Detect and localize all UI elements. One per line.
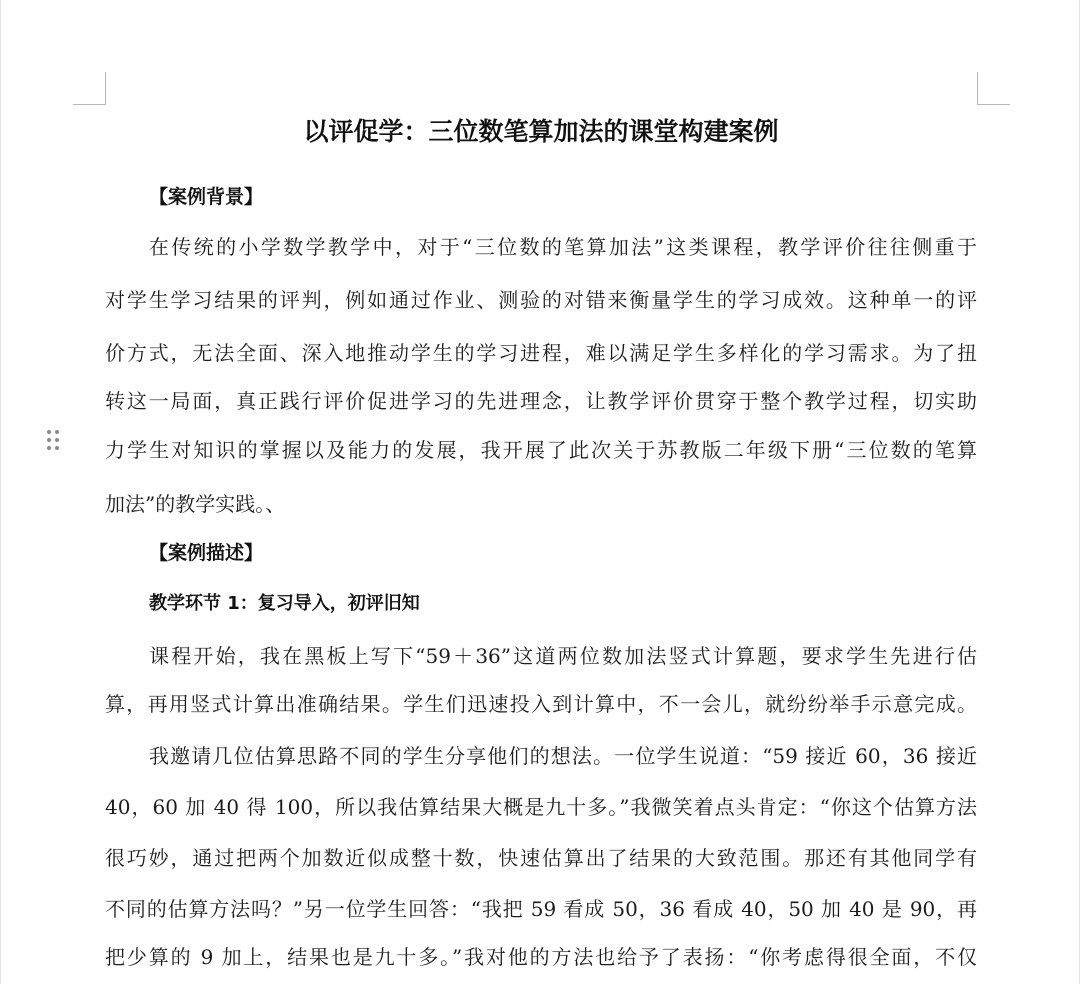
paragraph-line: 价方式，无法全面、深入地推动学生的学习进程，难以满足学生多样化的学习需求。为了扭 bbox=[105, 341, 977, 365]
document-title: 以评促学：三位数笔算加法的课堂构建案例 bbox=[303, 117, 779, 146]
drag-handle-dot bbox=[55, 430, 59, 434]
teaching-step-heading: 教学环节 1：复习导入，初评旧知 bbox=[149, 593, 420, 614]
paragraph-line: 把少算的 9 加上，结果也是九十多。”我对他的方法也给予了表扬：“你考虑得很全面，不仅 bbox=[105, 945, 977, 969]
paragraph-line: 对学生学习结果的评判，例如通过作业、测验的对错来衡量学生的学习成效。这种单一的评 bbox=[105, 288, 977, 312]
paragraph-line: 课程开始，我在黑板上写下“59＋36”这道两位数加法竖式计算题，要求学生先进行估 bbox=[149, 644, 977, 668]
paragraph-line: 很巧妙，通过把两个加数近似成整十数，快速估算出了结果的大致范围。那还有其他同学有 bbox=[105, 846, 977, 870]
drag-handle-dot bbox=[55, 446, 59, 450]
paragraph-line: 我邀请几位估算思路不同的学生分享他们的想法。一位学生说道：“59 接近 60，36 接近 bbox=[149, 744, 977, 768]
paragraph-line: 40，60 加 40 得 100，所以我估算结果大概是九十多。”我微笑着点头肯定：“你这个估算方法 bbox=[105, 795, 977, 819]
page-corner-mark-top-left bbox=[73, 72, 106, 105]
page-corner-mark-top-right bbox=[977, 72, 1010, 105]
paragraph-line: 加法”的教学实践。、 bbox=[105, 492, 286, 516]
paragraph-line: 转这一局面，真正践行评价促进学习的先进理念，让教学评价贯穿于整个教学过程，切实助 bbox=[105, 389, 977, 413]
drag-handle-icon[interactable] bbox=[45, 428, 63, 452]
drag-handle-dot bbox=[47, 430, 51, 434]
paragraph-line: 在传统的小学数学教学中，对于“三位数的笔算加法”这类课程，教学评价往往侧重于 bbox=[149, 235, 977, 259]
drag-handle-dot bbox=[47, 446, 51, 450]
paragraph-line: 力学生对知识的掌握以及能力的发展，我开展了此次关于苏教版二年级下册“三位数的笔算 bbox=[105, 438, 977, 462]
drag-handle-dot bbox=[47, 438, 51, 442]
section-heading-background: 【案例背景】 bbox=[149, 186, 264, 208]
paragraph-line: 不同的估算方法吗？”另一位学生回答：“我把 59 看成 50，36 看成 40，50 加 40 是 90，再 bbox=[105, 897, 977, 921]
section-heading-description: 【案例描述】 bbox=[149, 542, 264, 564]
paragraph-line: 算，再用竖式计算出准确结果。学生们迅速投入到计算中，不一会儿，就纷纷举手示意完成。 bbox=[105, 692, 977, 716]
drag-handle-dot bbox=[55, 438, 59, 442]
